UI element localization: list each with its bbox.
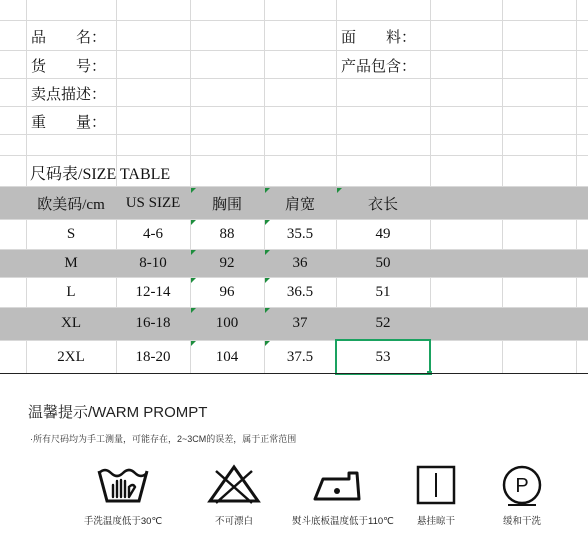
dry-clean-icon (477, 463, 567, 507)
grid-line (0, 78, 588, 79)
material-label: 面 料： (341, 30, 417, 46)
shoulder-cell[interactable]: 37 (292, 315, 308, 331)
care-item (391, 463, 481, 527)
iron-icon (292, 463, 382, 507)
grid-line (0, 106, 588, 107)
shoulder-cell[interactable]: 36 (292, 254, 308, 271)
header-length: 衣长 (367, 196, 398, 213)
bust-cell[interactable]: 92 (219, 254, 235, 271)
grid-line (0, 155, 588, 156)
warm-prompt-title: 温馨提示/WARM PROMPT (28, 404, 208, 421)
comment-marker (265, 220, 270, 225)
no-bleach-icon (189, 463, 279, 507)
care-label: 悬挂晾干 (416, 516, 455, 527)
comment-marker (265, 278, 270, 283)
grid-line (0, 20, 588, 21)
product-name-label: 品 名： (31, 30, 107, 46)
shoulder-cell[interactable]: 36.5 (286, 283, 314, 300)
comment-marker (191, 250, 196, 255)
care-label: 手洗温度低于30℃ (83, 516, 163, 527)
comment-marker (337, 188, 342, 193)
header-us-size: US SIZE (125, 194, 181, 211)
length-cell[interactable]: 52 (375, 315, 391, 331)
bust-cell[interactable]: 96 (219, 283, 235, 300)
care-item (292, 463, 394, 527)
shoulder-cell[interactable]: 37.5 (286, 348, 314, 365)
comment-marker (265, 250, 270, 255)
size-table-title: 尺码表/SIZE TABLE (30, 166, 171, 183)
care-item (477, 463, 567, 527)
hang-dry-icon (391, 463, 481, 507)
size-cell[interactable]: S (66, 225, 76, 242)
header-bust: 胸围 (211, 196, 242, 213)
measurement-note: ·所有尺码均为手工测量，可能存在，2~3CM的误差，属于正常范围 (30, 434, 297, 444)
care-item (189, 463, 279, 527)
bust-cell[interactable]: 100 (215, 315, 239, 331)
us-size-cell[interactable]: 18-20 (135, 348, 171, 365)
hand-wash-icon (78, 463, 168, 507)
header-eu-size: 欧美码/cm (37, 196, 105, 213)
care-label: 熨斗底板温度低于110℃ (292, 516, 394, 527)
size-cell[interactable]: 2XL (57, 348, 85, 365)
bust-cell[interactable]: 104 (215, 348, 239, 365)
care-item (78, 463, 168, 527)
bust-cell[interactable]: 88 (219, 225, 235, 242)
us-size-cell[interactable]: 16-18 (135, 315, 171, 331)
length-cell[interactable]: 51 (375, 283, 391, 300)
care-label: 不可漂白 (214, 516, 253, 527)
divider (0, 373, 588, 374)
comment-marker (191, 188, 196, 193)
grid-line (0, 134, 588, 135)
warm-prompt-panel (0, 375, 588, 555)
length-cell[interactable]: 49 (375, 225, 391, 242)
us-size-cell[interactable]: 4-6 (143, 225, 163, 242)
selling-points-label: 卖点描述： (31, 87, 107, 103)
us-size-cell[interactable]: 12-14 (135, 283, 171, 300)
care-label: 缓和干洗 (502, 516, 541, 527)
length-cell[interactable]: 50 (375, 254, 391, 271)
weight-label: 重 量： (31, 115, 107, 131)
comment-marker (191, 278, 196, 283)
comment-marker (191, 308, 196, 313)
selected-cell[interactable] (335, 339, 431, 375)
comment-marker (265, 341, 270, 346)
header-shoulder: 肩宽 (284, 196, 315, 213)
comment-marker (191, 341, 196, 346)
grid-line (0, 50, 588, 51)
comment-marker (265, 188, 270, 193)
length-cell[interactable]: 53 (375, 348, 391, 365)
comment-marker (191, 220, 196, 225)
package-contents-label: 产品包含： (341, 59, 417, 75)
us-size-cell[interactable]: 8-10 (139, 254, 167, 271)
size-cell[interactable]: XL (61, 315, 81, 331)
product-code-label: 货 号： (31, 59, 107, 75)
svg-text:P: P (515, 475, 529, 497)
shoulder-cell[interactable]: 35.5 (286, 225, 314, 242)
size-cell[interactable]: L (66, 283, 76, 300)
size-cell[interactable]: M (64, 254, 78, 271)
comment-marker (265, 308, 270, 313)
